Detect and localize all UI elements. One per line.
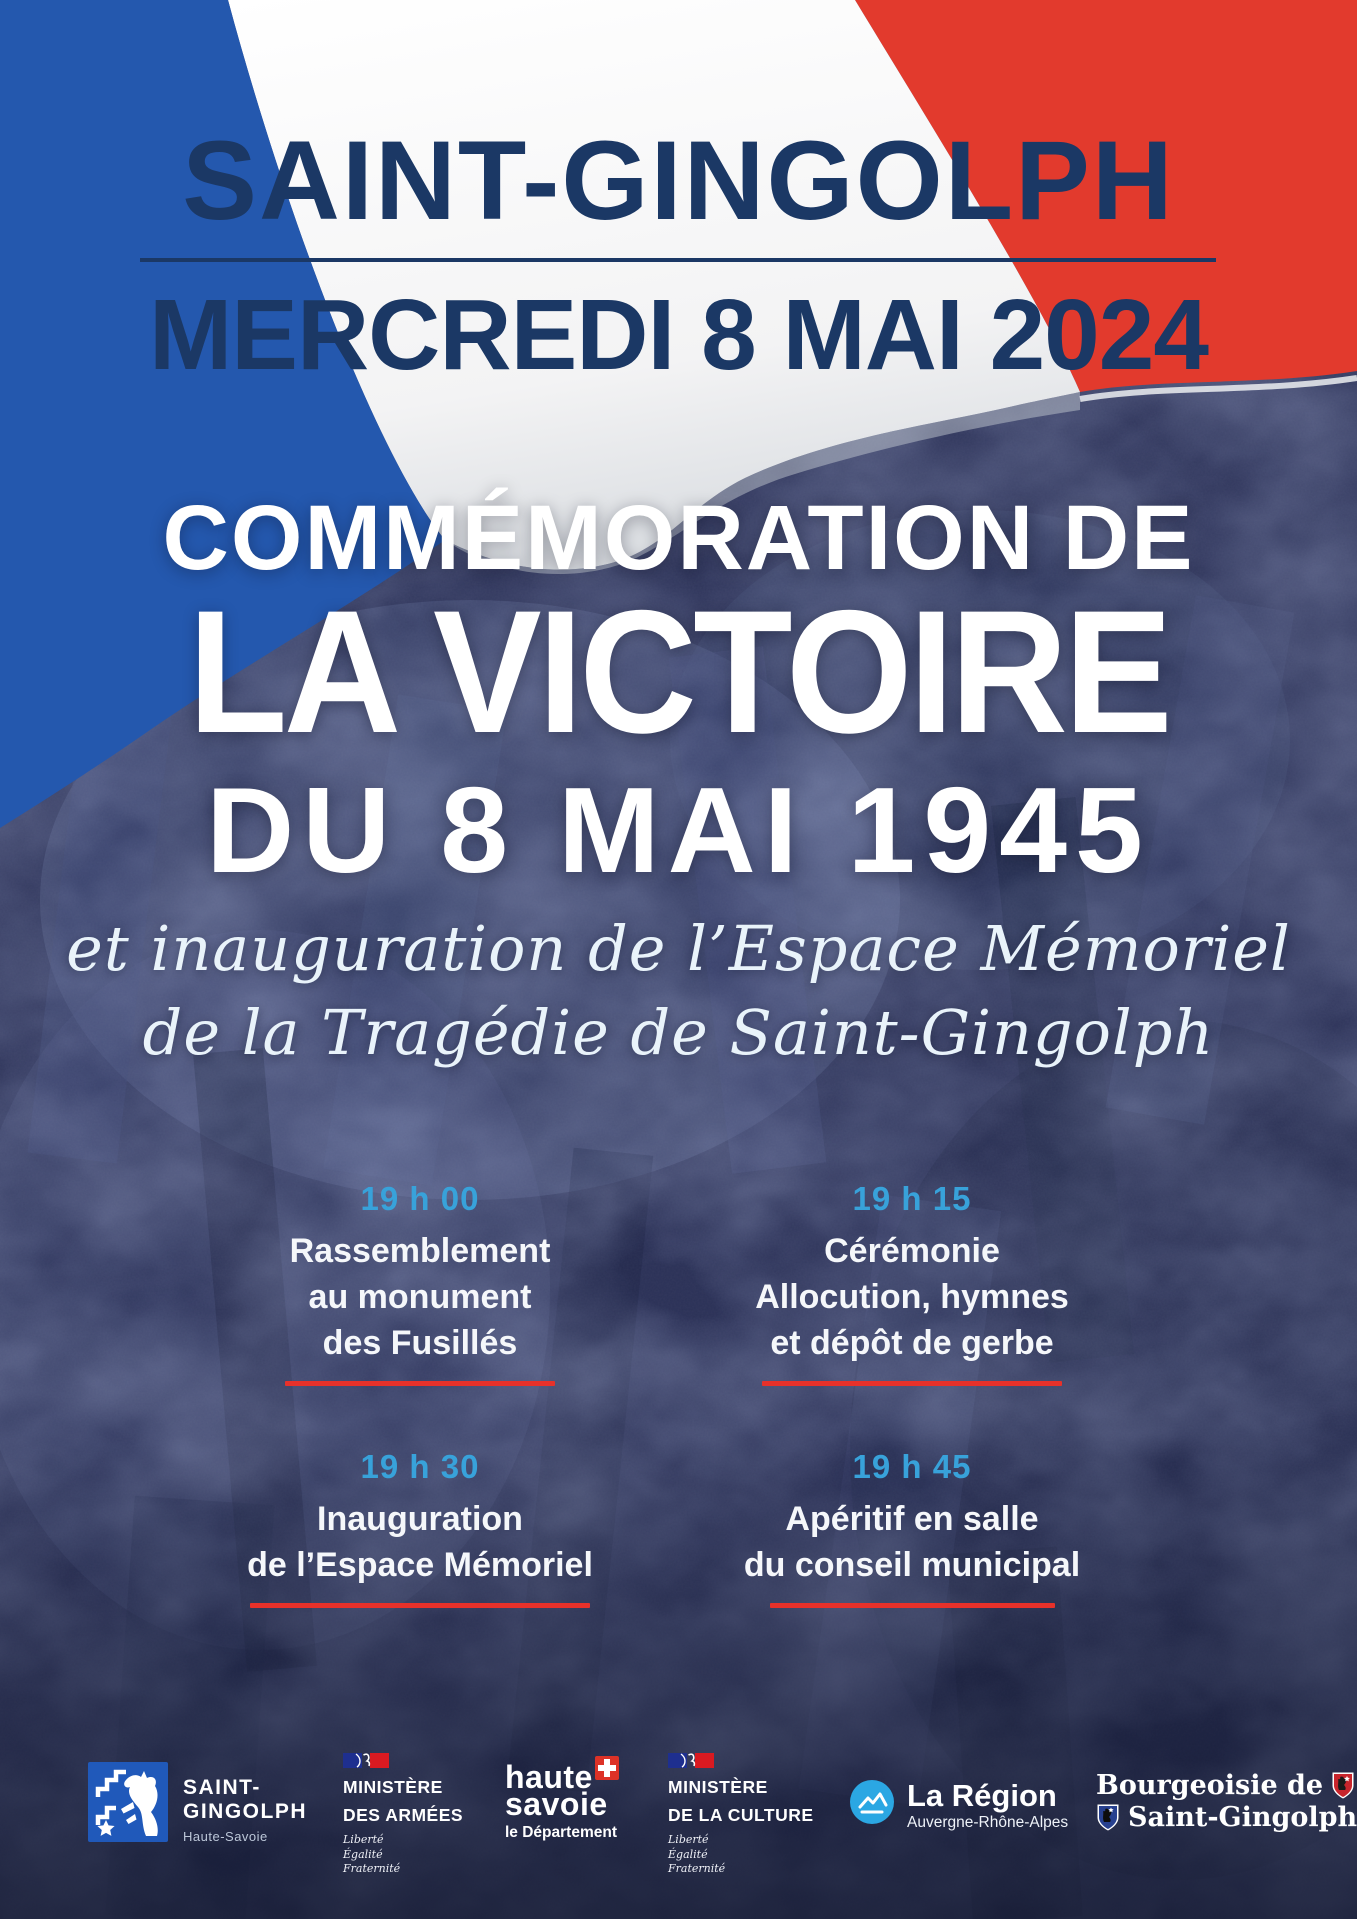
culture-name-line2: DE LA CULTURE — [668, 1805, 814, 1825]
armees-motto-fraternite: Fraternité — [343, 1862, 401, 1875]
french-government-flag-icon — [668, 1752, 716, 1769]
saint-gingolph-name-line2: GINGOLPH — [183, 1800, 308, 1823]
schedule-text: Rassemblement — [289, 1232, 551, 1270]
logo-haute-savoie — [505, 1759, 617, 1842]
schedule-item-1945 — [722, 1448, 1102, 1608]
logo-saint-gingolph — [88, 1762, 307, 1844]
armees-motto-egalite: Égalité — [343, 1847, 383, 1861]
schedule-time: 19 h 15 — [852, 1180, 972, 1217]
armees-motto-liberte: Liberté — [343, 1833, 384, 1846]
schedule-text: Cérémonie — [824, 1232, 1000, 1270]
logo-ministere-armees — [343, 1752, 463, 1877]
saint-gingolph-crest-icon — [88, 1762, 168, 1842]
event-date: MERCREDI 8 MAI 2024 — [148, 279, 1209, 391]
schedule-text: Apéritif en salle — [785, 1500, 1039, 1538]
schedule-text: Allocution, hymnes — [755, 1278, 1069, 1316]
saint-gingolph-name-line1: SAINT- — [183, 1776, 261, 1799]
red-shield-icon — [1331, 1771, 1355, 1800]
schedule-text: des Fusillés — [322, 1324, 518, 1362]
schedule-time: 19 h 00 — [360, 1180, 480, 1217]
culture-motto-fraternite: Fraternité — [668, 1862, 726, 1875]
savoie-cross-icon — [595, 1756, 619, 1780]
haute-savoie-line1: haute — [505, 1759, 593, 1795]
subtitle-line1: et inauguration de l’Espace Mémoriel — [66, 912, 1291, 985]
armees-name-line2: DES ARMÉES — [343, 1805, 464, 1825]
schedule-underline — [250, 1603, 590, 1608]
culture-motto-liberte: Liberté — [668, 1833, 709, 1846]
armees-name-line1: MINISTÈRE — [343, 1777, 443, 1797]
schedule-underline — [762, 1381, 1062, 1386]
subtitle-line2: de la Tragédie de Saint-Gingolph — [142, 996, 1215, 1069]
schedule-time: 19 h 30 — [360, 1448, 480, 1485]
schedule-item-1930 — [230, 1448, 610, 1608]
schedule-text: Inauguration — [317, 1500, 523, 1538]
saint-gingolph-subtitle: Haute-Savoie — [183, 1829, 268, 1844]
schedule-text: du conseil municipal — [743, 1546, 1081, 1584]
bourgeoisie-line1: Bourgeoisie de — [1096, 1770, 1324, 1801]
headline-line1: COMMÉMORATION DE — [162, 487, 1195, 589]
schedule-text: au monument — [308, 1278, 532, 1316]
blue-shield-icon — [1096, 1803, 1120, 1832]
logo-ministere-culture — [668, 1752, 814, 1877]
commune-title: SAINT-GINGOLPH — [182, 118, 1175, 243]
region-name: La Région — [907, 1778, 1057, 1813]
schedule-underline — [770, 1603, 1055, 1608]
schedule-item-1915 — [722, 1180, 1102, 1386]
headline-line2: LA VICTOIRE — [188, 575, 1169, 770]
french-government-flag-icon — [343, 1752, 391, 1769]
haute-savoie-subtitle: le Département — [505, 1824, 617, 1841]
schedule-text: de l’Espace Mémoriel — [247, 1546, 593, 1584]
logo-bourgeoisie — [1096, 1770, 1357, 1833]
bourgeoisie-line2: Saint-Gingolph — [1128, 1802, 1357, 1833]
header-divider — [140, 258, 1216, 262]
culture-name-line1: MINISTÈRE — [668, 1777, 768, 1797]
culture-motto-egalite: Égalité — [668, 1847, 708, 1861]
region-subtitle: Auvergne-Rhône-Alpes — [907, 1814, 1069, 1831]
region-mountain-icon — [850, 1780, 894, 1824]
headline-line3: DU 8 MAI 1945 — [206, 762, 1151, 898]
schedule-text: et dépôt de gerbe — [770, 1324, 1054, 1362]
logo-la-region — [850, 1780, 1068, 1832]
schedule-time: 19 h 45 — [852, 1448, 972, 1485]
schedule-underline — [285, 1381, 555, 1386]
schedule-item-1900 — [230, 1180, 610, 1386]
haute-savoie-line2: savoie — [505, 1786, 608, 1822]
